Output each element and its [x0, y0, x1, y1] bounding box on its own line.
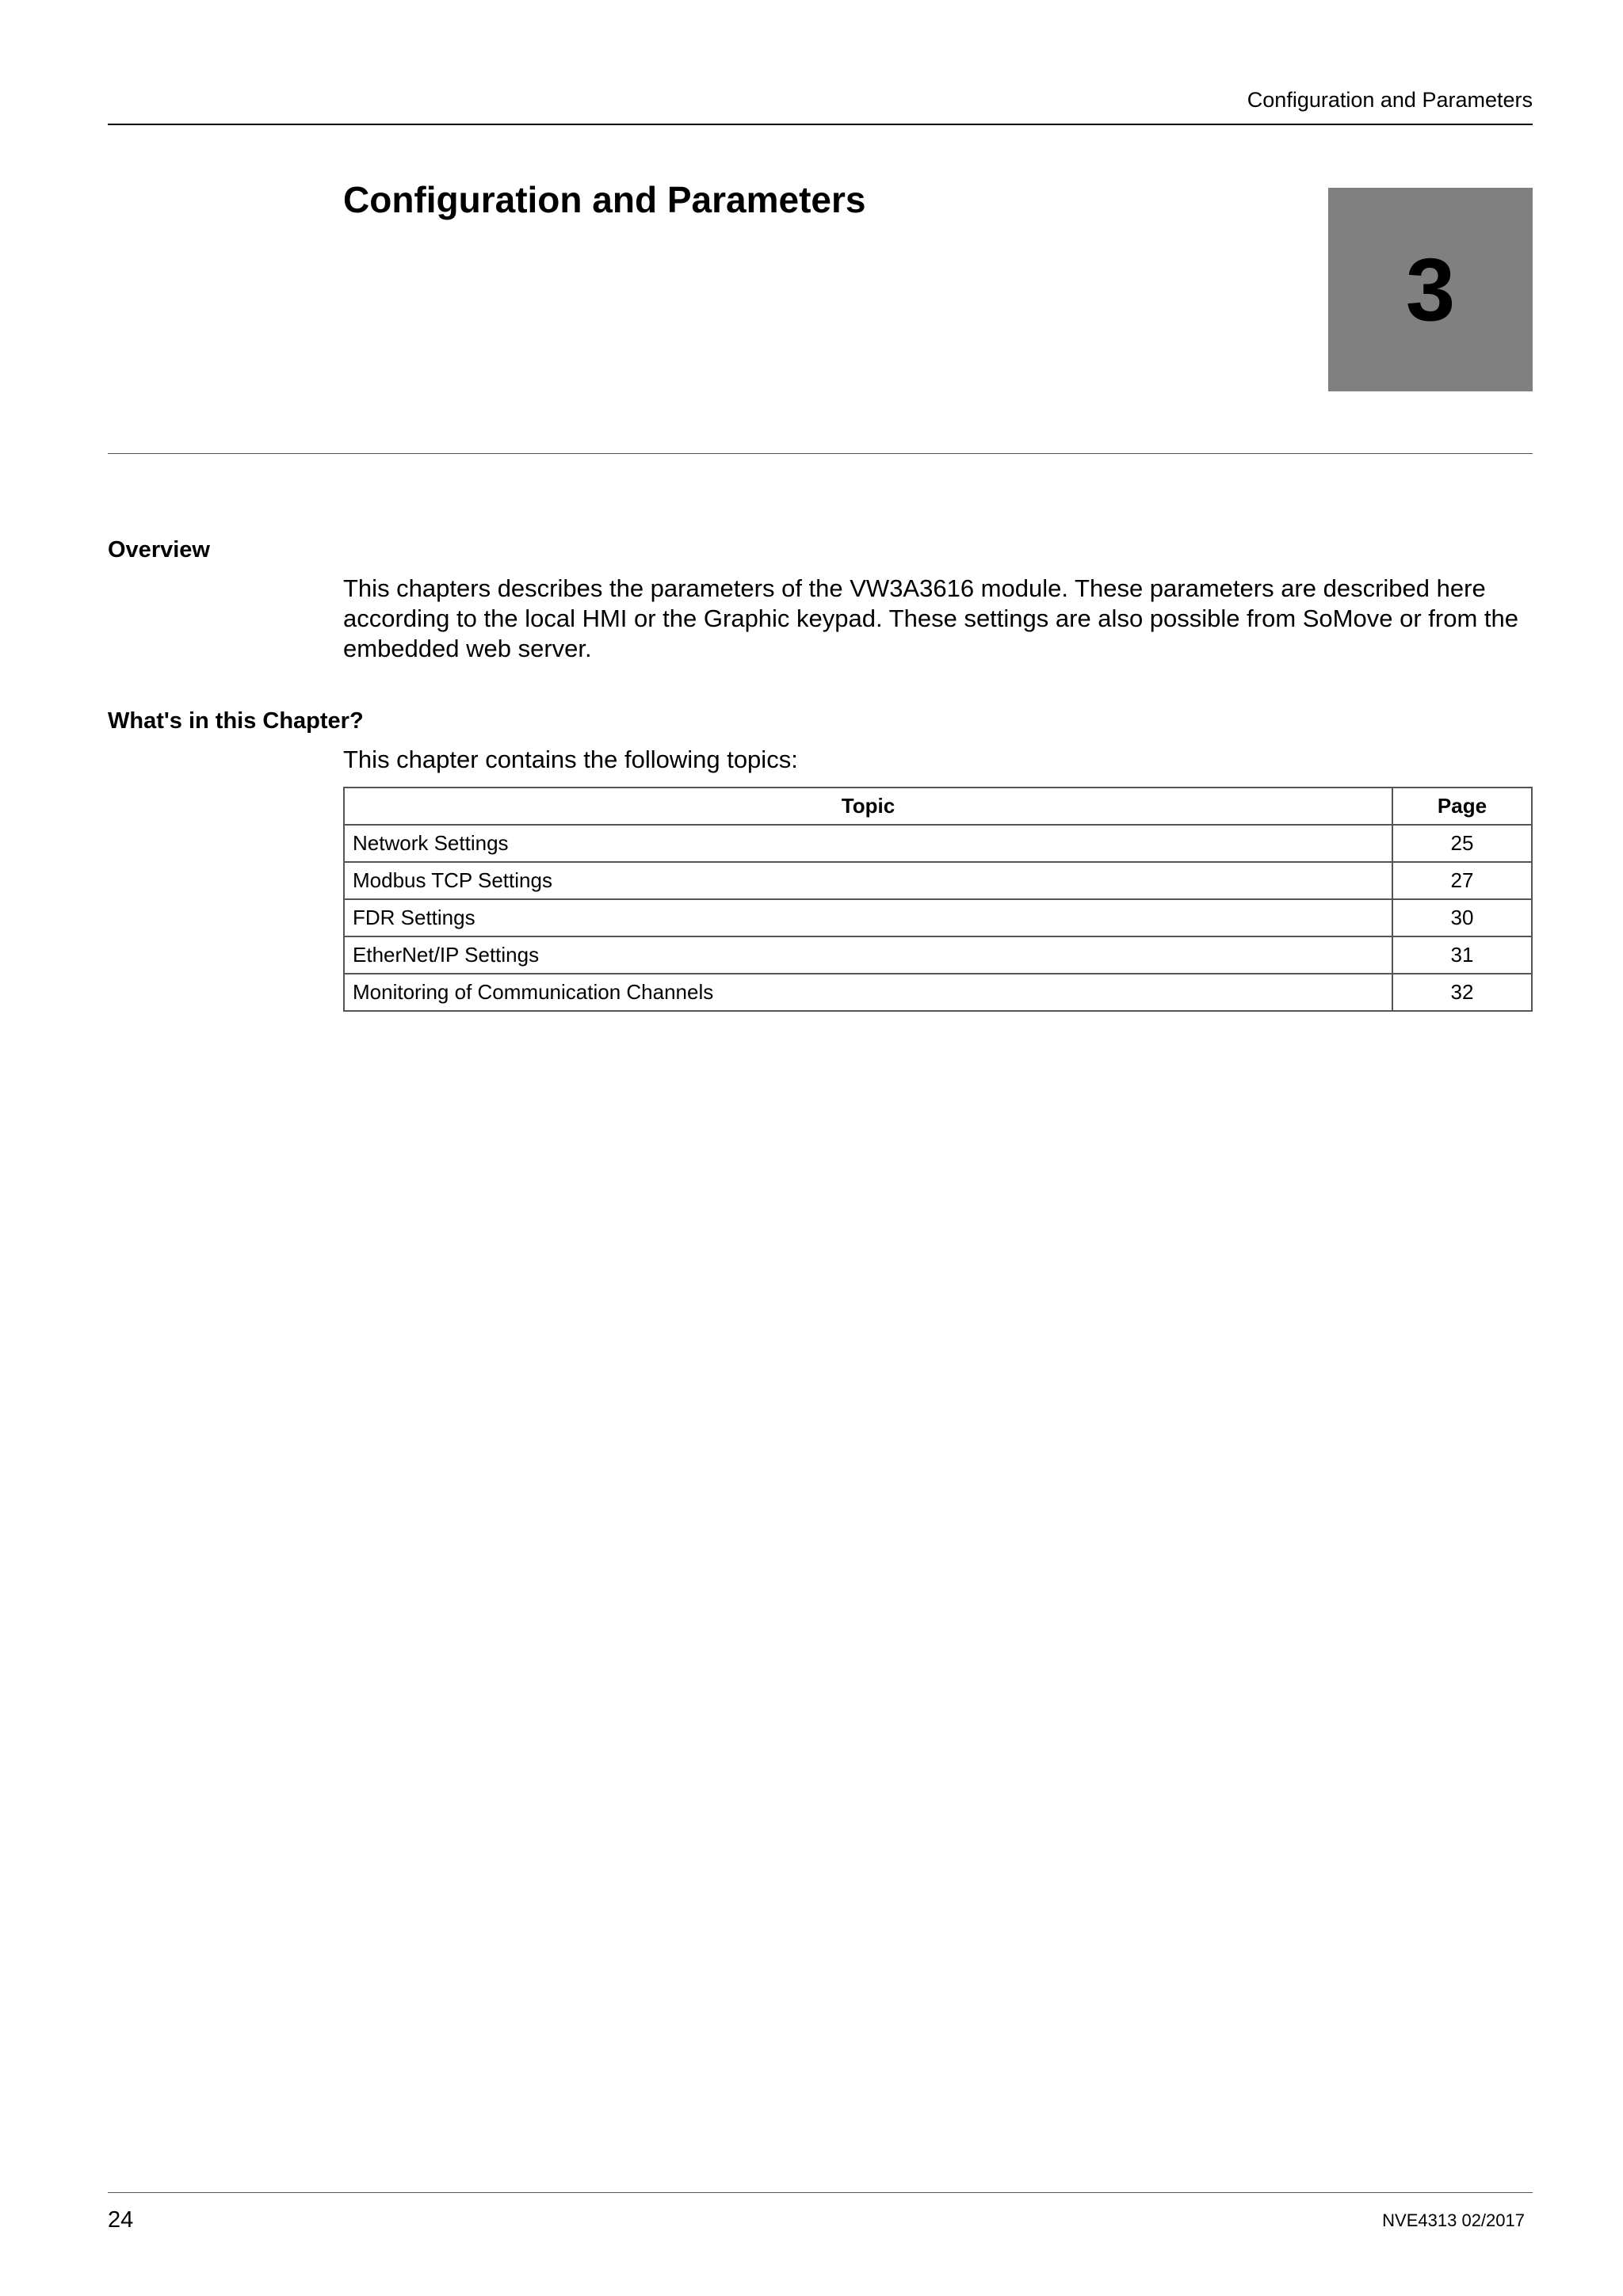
page-cell: 31 [1392, 936, 1532, 974]
document-reference: NVE4313 02/2017 [1382, 2210, 1525, 2230]
table-row [344, 899, 1532, 936]
page-cell: 25 [1392, 825, 1532, 862]
topic-cell: FDR Settings [344, 899, 1392, 936]
column-header-page: Page [1392, 788, 1532, 825]
page-cell: 32 [1392, 974, 1532, 1011]
overview-text: This chapters describes the parameters of the VW3A3616 module. These parameters are described here according to the local HMI or the Graphic keypad. These settings are also possible from SoMove or from the embedded web server. [343, 574, 1518, 662]
contents-intro: This chapter contains the following topics: [343, 746, 798, 773]
table-row [344, 862, 1532, 899]
topic-cell: Modbus TCP Settings [344, 862, 1392, 899]
footer-rule [108, 2192, 1533, 2193]
overview-heading: Overview [108, 537, 210, 563]
table-header-row [344, 788, 1532, 825]
table-row [344, 936, 1532, 974]
chapter-number-box [1328, 188, 1533, 391]
table-row [344, 974, 1532, 1011]
chapter-number: 3 [1405, 239, 1456, 339]
topic-cell: EtherNet/IP Settings [344, 936, 1392, 974]
topic-cell: Network Settings [344, 825, 1392, 862]
running-header: Configuration and Parameters [1247, 88, 1533, 112]
header-rule [108, 124, 1533, 125]
page-number: 24 [108, 2207, 134, 2233]
column-header-topic: Topic [344, 788, 1392, 825]
table-row [344, 825, 1532, 862]
page-cell: 27 [1392, 862, 1532, 899]
chapter-rule [108, 453, 1533, 454]
topic-cell: Monitoring of Communication Channels [344, 974, 1392, 1011]
page-cell: 30 [1392, 899, 1532, 936]
topics-table [343, 787, 1533, 1012]
contents-heading: What's in this Chapter? [108, 708, 364, 734]
chapter-title: Configuration and Parameters [343, 179, 866, 220]
